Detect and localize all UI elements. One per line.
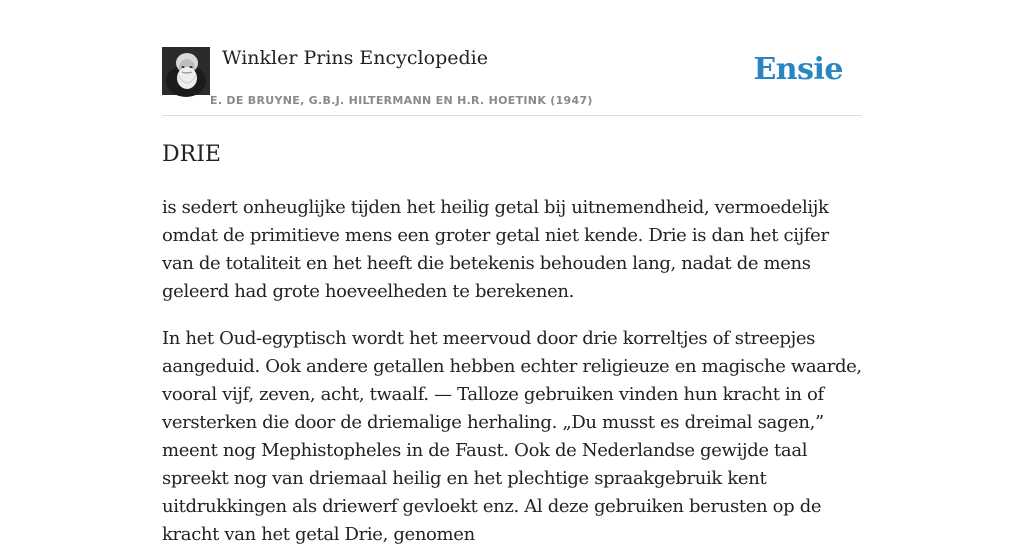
page [162,0,862,549]
authors-line: E. DE BRUYNE, G.B.J. HILTERMANN EN H.R. HOETINK (1947) [210,94,593,107]
entry-body [162,194,862,549]
paragraph: In het Oud-egyptisch wordt het meervoud door drie korreltjes of streepjes aangeduid. Ook andere getallen hebben echter religieuze en magische waarde, vooral vijf, zeven, acht, twaalf. — Talloze gebruiken vinden hun kracht in of versterken die door de driemalige herhaling. „Du musst es dreimal sagen,” meent nog Mephistopheles in de Faust. Ook de Nederlandse gewijde taal spreekt nog van driemaal heilig en het plechtige spraakgebruik kent uitdrukkingen als driewerf gevloekt enz. Al deze gebruiken berusten op de kracht van het getal Drie, genomen [162,328,862,545]
entry-title: DRIE [162,142,221,167]
source-title[interactable]: Winkler Prins Encyclopedie [222,47,488,69]
bearded-man-portrait-icon [162,47,210,95]
paragraph: is sedert onheuglijke tijden het heilig getal bij uitnemendheid, vermoedelijk omdat de primitieve mens een groter getal niet kende. Drie is dan het cijfer van de totaliteit en het heeft die betekenis behouden lang, nadat de mens geleerd had grote hoeveelheden te berekenen. [162,197,829,302]
source-header [162,46,862,116]
avatar[interactable] [162,47,210,95]
brand-logo-link[interactable]: Ensie [753,52,843,87]
